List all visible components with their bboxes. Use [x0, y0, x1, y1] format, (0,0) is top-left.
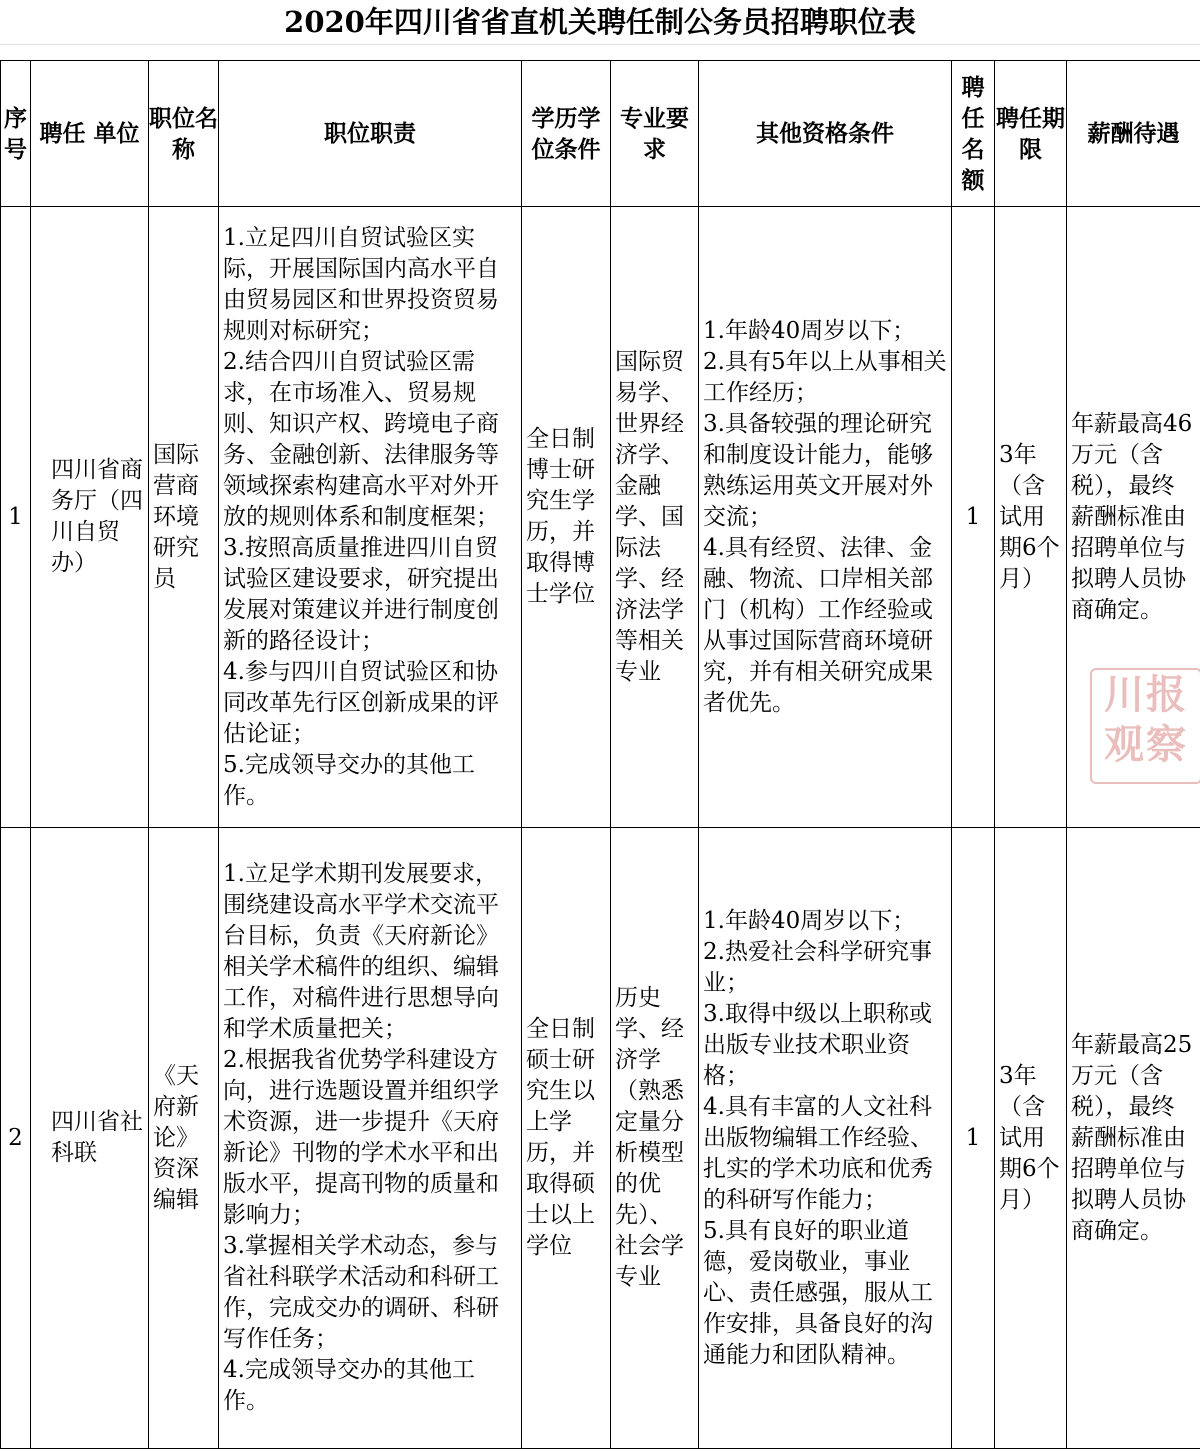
cell-seq: 1	[1, 207, 31, 828]
watermark-logo: 川报观察	[1090, 668, 1200, 784]
cell-education: 全日制博士研究生学历，并取得博士学位	[522, 207, 611, 828]
header-term: 聘任期限	[995, 61, 1067, 207]
cell-quota: 1	[952, 207, 995, 828]
cell-position: 《天府新论》资深编辑	[149, 828, 219, 1449]
cell-education: 全日制硕士研究生以上学历，并取得硕士以上学位	[522, 828, 611, 1449]
recruitment-table	[0, 60, 1200, 1449]
header-position: 职位名称	[149, 61, 219, 207]
cell-salary: 年薪最高25万元（含税），最终薪酬标准由招聘单位与拟聘人员协商确定。	[1067, 828, 1200, 1449]
header-major: 专业要求	[611, 61, 699, 207]
table-row	[1, 828, 1200, 1449]
header-quota: 聘任名额	[952, 61, 995, 207]
cell-other: 1.年龄40周岁以下； 2.热爱社会科学研究事业； 3.取得中级以上职称或出版专业技术职业资格； 4.具有丰富的人文社科出版物编辑工作经验、扎实的学术功底和优秀的科研写作能力； 5.具有良好的职业道德，爱岗敬业，事业心、责任感强，服从工作安排，具备良好的沟通能力和团队精神。	[699, 828, 952, 1449]
header-row	[1, 61, 1200, 207]
cell-major: 国际贸易学、世界经济学、金融学、国际法学、经济法学等相关专业	[611, 207, 699, 828]
cell-unit: 四川省商务厅（四川自贸办）	[31, 207, 149, 828]
cell-major: 历史学、经济学（熟悉定量分析模型的优先）、社会学专业	[611, 828, 699, 1449]
cell-term: 3年（含试用期6个月）	[995, 207, 1067, 828]
cell-salary: 年薪最高46万元（含税），最终薪酬标准由招聘单位与拟聘人员协商确定。	[1067, 207, 1200, 828]
cell-other: 1.年龄40周岁以下； 2.具有5年以上从事相关工作经历； 3.具备较强的理论研究和制度设计能力，能够熟练运用英文开展对外交流； 4.具有经贸、法律、金融、物流、口岸相关部门（机构）工作经验或从事过国际营商环境研究，并有相关研究成果者优先。	[699, 207, 952, 828]
header-salary: 薪酬待遇	[1067, 61, 1200, 207]
header-other: 其他资格条件	[699, 61, 952, 207]
cell-position: 国际营商环境研究员	[149, 207, 219, 828]
title-gap	[0, 44, 1200, 61]
cell-term: 3年（含试用期6个月）	[995, 828, 1067, 1449]
header-education: 学历学位条件	[522, 61, 611, 207]
cell-duties: 1.立足四川自贸试验区实际，开展国际国内高水平自由贸易园区和世界投资贸易规则对标研究； 2.结合四川自贸试验区需求，在市场准入、贸易规则、知识产权、跨境电子商务、金融创新、法律服务等领域探索构建高水平对外开放的规则体系和制度框架； 3.按照高质量推进四川自贸试验区建设要求，研究提出发展对策建议并进行制度创新的路径设计； 4.参与四川自贸试验区和协同改革先行区创新成果的评估论证； 5.完成领导交办的其他工作。	[219, 207, 522, 828]
header-duties: 职位职责	[219, 61, 522, 207]
cell-quota: 1	[952, 828, 995, 1449]
cell-seq: 2	[1, 828, 31, 1449]
header-unit: 聘任 单位	[31, 61, 149, 207]
header-seq: 序号	[1, 61, 31, 207]
cell-unit: 四川省社科联	[31, 828, 149, 1449]
cell-duties: 1.立足学术期刊发展要求，围绕建设高水平学术交流平台目标，负责《天府新论》相关学术稿件的组织、编辑工作，对稿件进行思想导向和学术质量把关； 2.根据我省优势学科建设方向，进行选题设置并组织学术资源，进一步提升《天府新论》刊物的学术水平和出版水平，提高刊物的质量和影响力； 3.掌握相关学术动态，参与省社科联学术活动和科研工作，完成交办的调研、科研写作任务； 4.完成领导交办的其他工作。	[219, 828, 522, 1449]
page-title: 2020年四川省省直机关聘任制公务员招聘职位表	[284, 5, 916, 39]
table-row	[1, 207, 1200, 828]
